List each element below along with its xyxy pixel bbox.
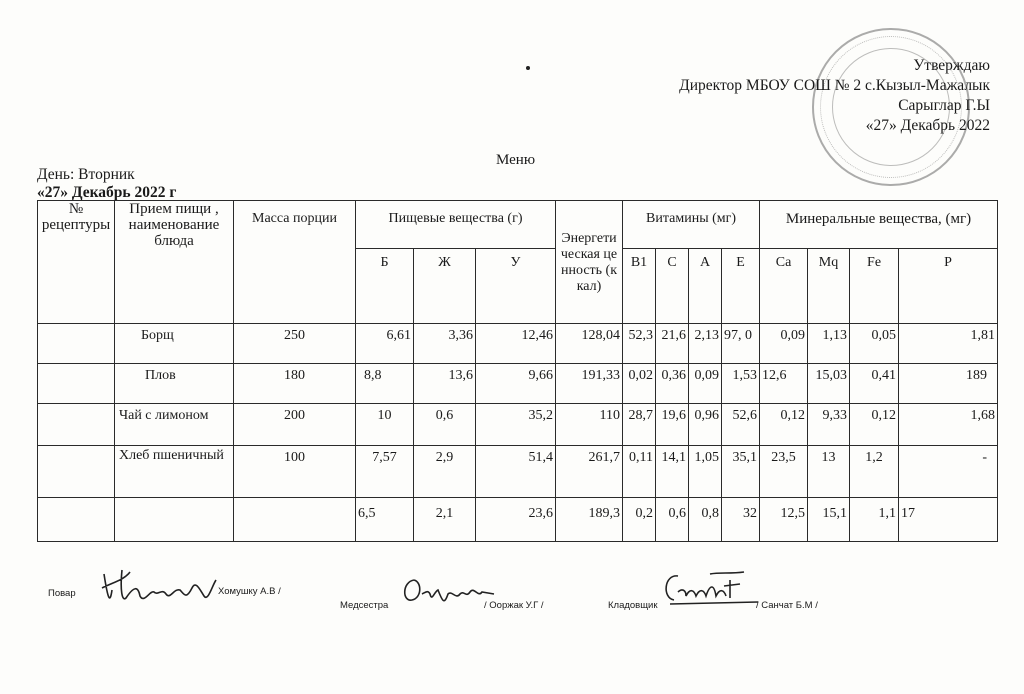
- fe-cell: 1,1: [850, 498, 899, 542]
- header-b1: B1: [623, 249, 656, 324]
- protein-cell: 6,61: [356, 324, 414, 364]
- approval-line-name: Сарыглар Г.Ы: [898, 97, 990, 114]
- fat-cell: 2,1: [414, 498, 476, 542]
- mass-cell: 200: [234, 404, 356, 446]
- e-cell: 32: [722, 498, 760, 542]
- mass-cell: 100: [234, 446, 356, 498]
- mq-cell: 1,13: [808, 324, 850, 364]
- fat-cell: 13,6: [414, 364, 476, 404]
- energy-cell: 191,33: [556, 364, 623, 404]
- storekeeper-label: Кладовщик: [608, 600, 658, 611]
- ca-cell: 0,09: [760, 324, 808, 364]
- a-cell: 2,13: [689, 324, 722, 364]
- b1-cell: 0,2: [623, 498, 656, 542]
- b1-cell: 0,11: [623, 446, 656, 498]
- recipe-no-cell: [38, 324, 115, 364]
- table-row: [38, 446, 998, 498]
- date-label: «27» Декабрь 2022 г: [37, 184, 177, 201]
- fat-cell: 2,9: [414, 446, 476, 498]
- header-fe: Fe: [850, 249, 899, 324]
- header-mass: Масса порции: [234, 201, 356, 324]
- mass-cell: 180: [234, 364, 356, 404]
- energy-cell: 110: [556, 404, 623, 446]
- energy-cell: 261,7: [556, 446, 623, 498]
- dish-name: [115, 498, 234, 542]
- c-cell: 0,6: [656, 498, 689, 542]
- p-cell: 17: [899, 498, 998, 542]
- fe-cell: 0,41: [850, 364, 899, 404]
- carbs-cell: 51,4: [476, 446, 556, 498]
- c-cell: 19,6: [656, 404, 689, 446]
- mq-cell: 9,33: [808, 404, 850, 446]
- e-cell: 52,6: [722, 404, 760, 446]
- storekeeper-name: / Санчат Б.М /: [756, 600, 818, 611]
- mass-cell: 250: [234, 324, 356, 364]
- energy-cell: 128,04: [556, 324, 623, 364]
- approval-line-director: Директор МБОУ СОШ № 2 с.Кызыл-Мажалык: [679, 77, 990, 94]
- header-e: E: [722, 249, 760, 324]
- recipe-no-cell: [38, 364, 115, 404]
- mq-cell: 15,03: [808, 364, 850, 404]
- c-cell: 0,36: [656, 364, 689, 404]
- header-p: P: [899, 249, 998, 324]
- approval-line-approve: Утверждаю: [913, 57, 990, 74]
- header-c: C: [656, 249, 689, 324]
- recipe-no-cell: [38, 498, 115, 542]
- day-label: День: Вторник: [37, 166, 135, 183]
- menu-title: Меню: [496, 152, 536, 168]
- energy-cell: 189,3: [556, 498, 623, 542]
- table-row: [38, 498, 998, 542]
- ca-cell: 0,12: [760, 404, 808, 446]
- storekeeper-signature: [660, 568, 760, 612]
- c-cell: 14,1: [656, 446, 689, 498]
- a-cell: 0,09: [689, 364, 722, 404]
- nurse-label: Медсестра: [340, 600, 389, 611]
- a-cell: 0,8: [689, 498, 722, 542]
- p-cell: 189: [899, 364, 998, 404]
- mq-cell: 15,1: [808, 498, 850, 542]
- protein-cell: 10: [356, 404, 414, 446]
- cook-signature: [100, 560, 218, 616]
- header-mq: Mq: [808, 249, 850, 324]
- nurse-name: / Ооржак У.Г /: [484, 600, 544, 611]
- p-cell: 1,68: [899, 404, 998, 446]
- carbs-cell: 35,2: [476, 404, 556, 446]
- table-row: [38, 404, 998, 446]
- a-cell: 0,96: [689, 404, 722, 446]
- ca-cell: 23,5: [760, 446, 808, 498]
- recipe-no-cell: [38, 446, 115, 498]
- carbs-cell: 23,6: [476, 498, 556, 542]
- p-cell: 1,81: [899, 324, 998, 364]
- table-row: [38, 324, 998, 364]
- header-nutrients: Пищевые вещества (г): [356, 201, 556, 249]
- fe-cell: 1,2: [850, 446, 899, 498]
- fat-cell: 3,36: [414, 324, 476, 364]
- mq-cell: 13: [808, 446, 850, 498]
- header-meal: Прием пищи , наименование блюда: [115, 201, 234, 324]
- a-cell: 1,05: [689, 446, 722, 498]
- stray-dot: [526, 66, 530, 70]
- fe-cell: 0,05: [850, 324, 899, 364]
- header-protein: Б: [356, 249, 414, 324]
- e-cell: 35,1: [722, 446, 760, 498]
- table-row: [38, 364, 998, 404]
- header-vitamins: Витамины (мг): [623, 201, 760, 249]
- approval-line-date: «27» Декабрь 2022: [865, 117, 990, 134]
- header-a: A: [689, 249, 722, 324]
- dish-name: Плов: [115, 364, 234, 404]
- fe-cell: 0,12: [850, 404, 899, 446]
- e-cell: 1,53: [722, 364, 760, 404]
- menu-table: [37, 200, 998, 542]
- carbs-cell: 12,46: [476, 324, 556, 364]
- dish-name: Чай с лимоном: [115, 404, 234, 446]
- carbs-cell: 9,66: [476, 364, 556, 404]
- fat-cell: 0,6: [414, 404, 476, 446]
- protein-cell: 7,57: [356, 446, 414, 498]
- b1-cell: 0,02: [623, 364, 656, 404]
- c-cell: 21,6: [656, 324, 689, 364]
- header-carbs: У: [476, 249, 556, 324]
- header-fat: Ж: [414, 249, 476, 324]
- header-minerals: Минеральные вещества, (мг): [760, 201, 998, 249]
- dish-name: Хлеб пшеничный: [115, 446, 234, 498]
- nurse-signature: [400, 572, 496, 612]
- header-recipe-no: № рецептуры: [38, 201, 115, 324]
- cook-label: Повар: [48, 588, 76, 599]
- dish-name: Борщ: [115, 324, 234, 364]
- protein-cell: 6,5: [356, 498, 414, 542]
- cook-name: Хомушку А.В /: [218, 586, 281, 597]
- p-cell: -: [899, 446, 998, 498]
- recipe-no-cell: [38, 404, 115, 446]
- e-cell: 97, 0: [722, 324, 760, 364]
- ca-cell: 12,5: [760, 498, 808, 542]
- b1-cell: 52,3: [623, 324, 656, 364]
- ca-cell: 12,6: [760, 364, 808, 404]
- header-ca: Ca: [760, 249, 808, 324]
- approval-block: [679, 56, 990, 136]
- protein-cell: 8,8: [356, 364, 414, 404]
- header-energy: Энергетическая ценность (ккал): [556, 201, 623, 324]
- b1-cell: 28,7: [623, 404, 656, 446]
- mass-cell: [234, 498, 356, 542]
